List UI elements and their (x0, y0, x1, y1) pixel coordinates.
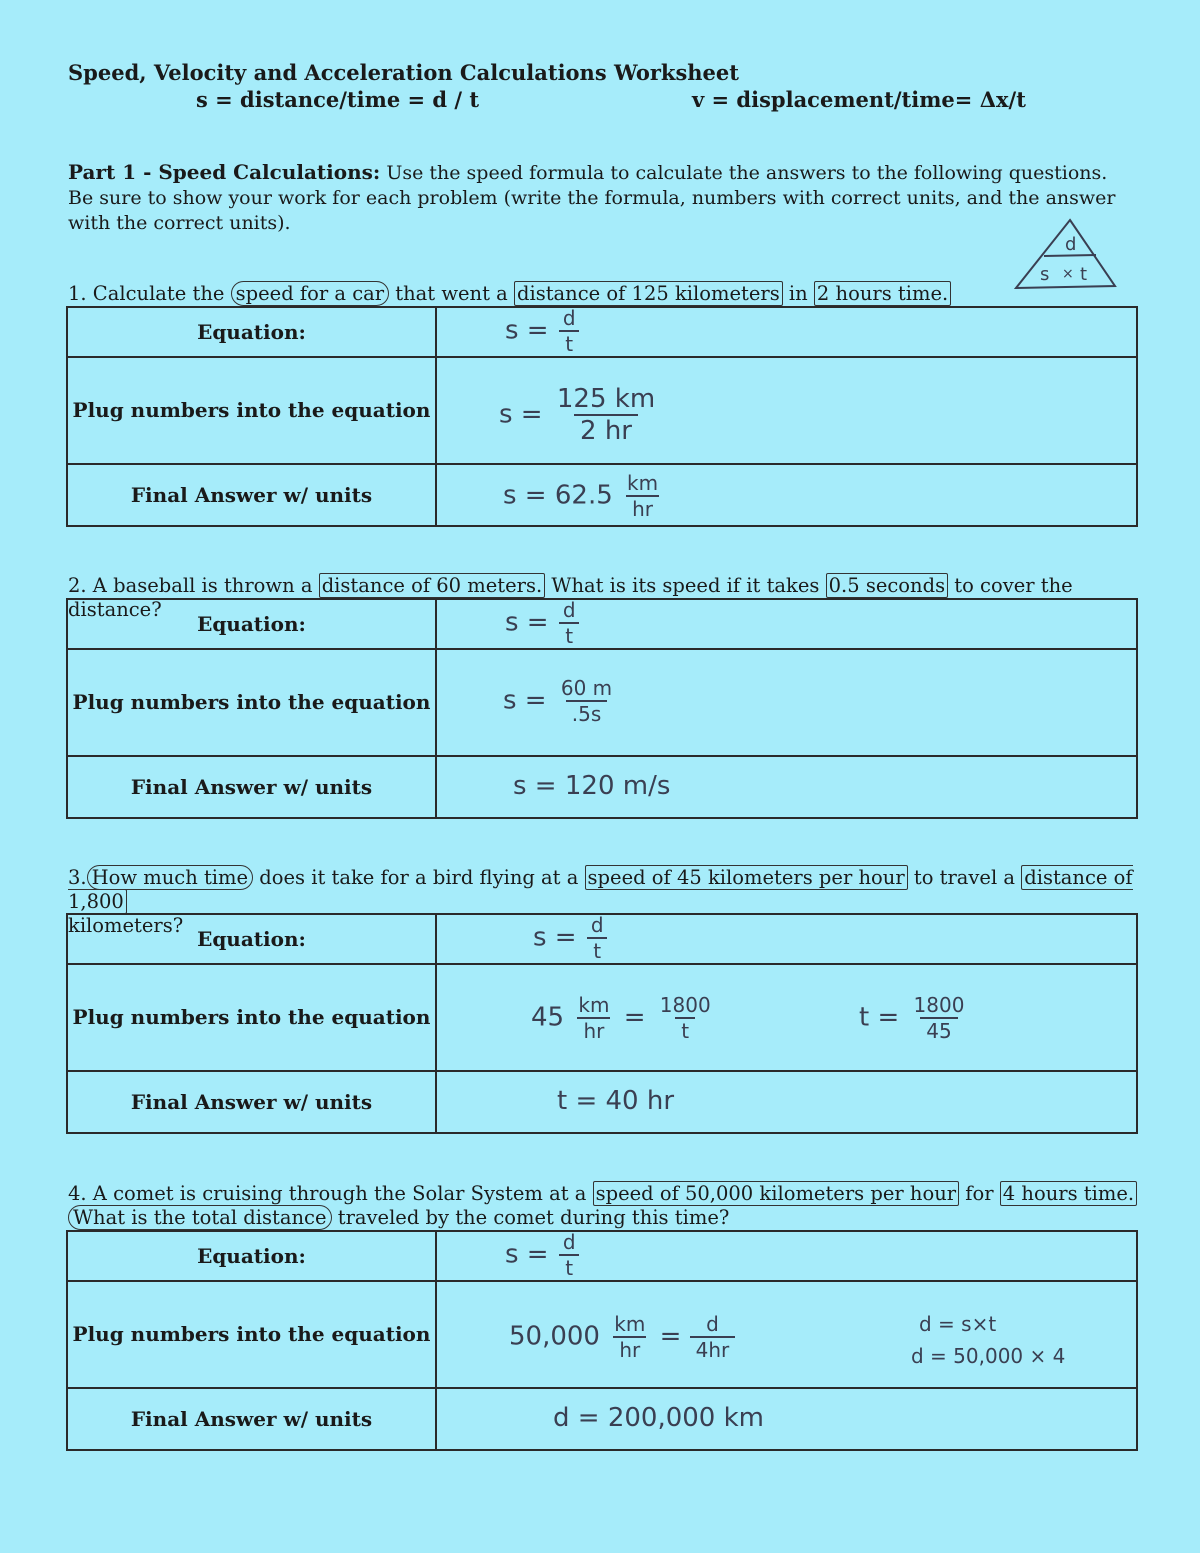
equation-label: Equation: (67, 914, 436, 964)
plug-label: Plug numbers into the equation (67, 649, 436, 756)
worksheet-title: Speed, Velocity and Acceleration Calculations Worksheet (68, 60, 739, 85)
circled-phrase: What is the total distance (68, 1205, 332, 1230)
equation-answer: s = $\frac{d}{t}$ (436, 914, 1137, 964)
equation-answer: s = $\frac{d}{t}$ (436, 599, 1137, 649)
part1-heading: Part 1 - Speed Calculations: (68, 160, 381, 184)
final-answer: s = 120 m/s (436, 756, 1137, 818)
final-answer: s = 62.5 $\frac{km}{hr}$ (436, 464, 1137, 526)
equation-label: Equation: (67, 1231, 436, 1281)
equation-answer: s = $\frac{d}{t}$ (436, 1231, 1137, 1281)
part1-intro (68, 160, 1128, 236)
boxed-phrase: 2 hours time. (814, 281, 951, 306)
plug-answer: 50,000 $\frac{km}{hr}$ = $\frac{d}{4hr}$ d = s×t d = 50,000 × 4 (436, 1281, 1137, 1388)
plug-answer: s = $\frac{125 km}{2 hr}$ (436, 357, 1137, 464)
boxed-phrase: distance of 125 kilometers (514, 281, 783, 306)
question-3: 3. How much time does it take for a bird flying at a speed of 45 kilometers per hour to travel a distance of 1,800 kilometers? (68, 866, 1133, 937)
plug-label: Plug numbers into the equation (67, 357, 436, 464)
final-label: Final Answer w/ units (67, 464, 436, 526)
circled-phrase: speed for a car (231, 281, 389, 306)
question-1-table (66, 306, 1138, 527)
final-label: Final Answer w/ units (67, 1071, 436, 1133)
equation-label: Equation: (67, 307, 436, 357)
triangle-d: d (1065, 234, 1077, 255)
boxed-phrase: 4 hours time. (1000, 1181, 1137, 1206)
question-2: 2. A baseball is thrown a distance of 60 meters. What is its speed if it takes 0.5 seconds to cover the distance? (68, 574, 1073, 621)
final-label: Final Answer w/ units (67, 1388, 436, 1450)
final-answer: t = 40 hr (436, 1071, 1137, 1133)
triangle-times: × (1062, 266, 1074, 282)
final-answer: d = 200,000 km (436, 1388, 1137, 1450)
speed-formula: s = distance/time = d / t (196, 87, 480, 112)
boxed-phrase: speed of 50,000 kilometers per hour (593, 1181, 960, 1206)
question-1: 1. Calculate the speed for a car that went a distance of 125 kilometers in 2 hours time. (68, 282, 1138, 306)
final-label: Final Answer w/ units (67, 756, 436, 818)
part1-instructions: Use the speed formula to calculate the answers to the following questions. Be sure to show your work for each problem (write the formula, numbers with correct units, and the answer with the correct units). (68, 162, 1116, 234)
velocity-formula: v = displacement/time= Δx/t (692, 87, 1026, 112)
plug-answer: s = $\frac{60 m}{.5s}$ (436, 649, 1137, 756)
triangle-t: t (1080, 264, 1088, 285)
boxed-phrase: distance of 60 meters. (319, 573, 546, 598)
plug-label: Plug numbers into the equation (67, 964, 436, 1071)
plug-answer: 45 $\frac{km}{hr}$ = $\frac{1800}{t}$ t = $\frac{1800}{45}$ (436, 964, 1137, 1071)
boxed-phrase: distance of 1,800 (68, 866, 1133, 913)
circled-phrase: How much time (87, 865, 253, 890)
boxed-phrase: speed of 45 kilometers per hour (585, 865, 908, 890)
equation-label: Equation: (67, 599, 436, 649)
question-2-table (66, 598, 1138, 819)
question-4-table (66, 1230, 1138, 1451)
plug-label: Plug numbers into the equation (67, 1281, 436, 1388)
question-3-table (66, 913, 1138, 1134)
triangle-s: s (1040, 264, 1050, 285)
boxed-phrase: 0.5 seconds (826, 573, 948, 598)
equation-answer: s = $\frac{d}{t}$ (436, 307, 1137, 357)
question-4: 4. A comet is cruising through the Solar System at a speed of 50,000 kilometers per hour for 4 hours time. What is the total distance traveled by the comet during this time? (68, 1182, 1138, 1230)
